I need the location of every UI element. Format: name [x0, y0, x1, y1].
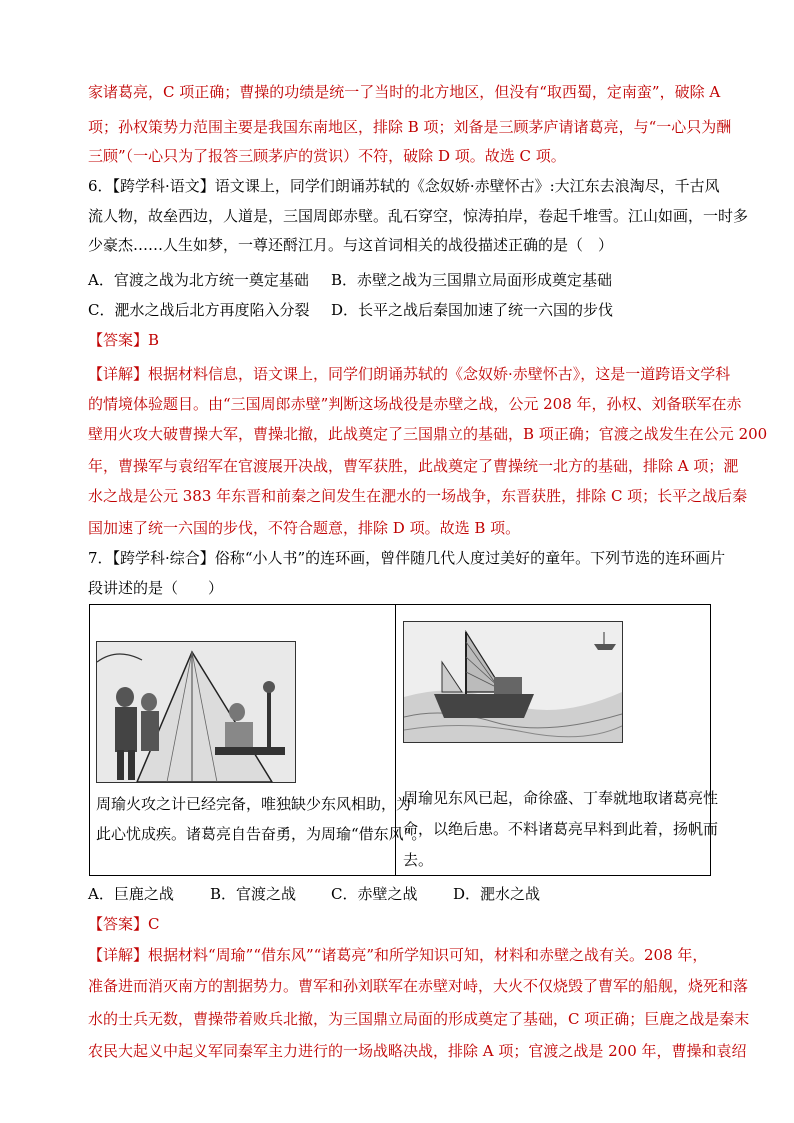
q7-option-c: C．赤壁之战: [331, 885, 418, 903]
q6-explanation-line-4: 年，曹操军与袁绍军在官渡展开决战，曹军获胜，此战奠定了曹操统一北方的基础，排除 A 项；淝: [88, 457, 739, 475]
q5-explanation-line-2: 项；孙权策势力范围主要是我国东南地区，排除 B 项；刘备是三顾茅庐请诸葛亮，与“一心只为酬: [88, 118, 732, 136]
q7-stem-line-2: 段讲述的是（ ）: [88, 579, 224, 597]
right-panel-caption-line-1: 周瑜见东风已起，命徐盛、丁奉就地取诸葛亮性: [403, 789, 719, 807]
q7-explanation-line-2: 准备进而消灭南方的割据势力。曹军和孙刘联军在赤壁对峙，大火不仅烧毁了曹军的船舰，烧死和落: [88, 977, 749, 995]
comic-panel-tent-illustration: [96, 641, 296, 783]
q6-option-d: D．长平之战后秦国加速了统一六国的步伐: [331, 301, 614, 319]
left-panel-caption-line-2: 此心忧成疾。诸葛亮自告奋勇，为周瑜“借东风”。: [96, 825, 427, 843]
q7-answer: 【答案】C: [88, 915, 160, 933]
q7-explanation-line-3: 水的士兵无数，曹操带着败兵北撤，为三国鼎立局面的形成奠定了基础，C 项正确；巨鹿之战是秦末: [88, 1010, 750, 1028]
q6-option-a: A．官渡之战为北方统一奠定基础: [88, 271, 309, 289]
q7-option-a: A．巨鹿之战: [88, 885, 174, 903]
q7-explanation-line-4: 农民大起义中起义军同秦军主力进行的一场战略决战，排除 A 项；官渡之战是 200 年，曹操和袁绍: [88, 1042, 747, 1060]
right-panel-caption-line-2: 命，以绝后患。不料诸葛亮早料到此着，扬帆而: [403, 820, 719, 838]
q7-option-b: B．官渡之战: [210, 885, 297, 903]
right-panel-caption-line-3: 去。: [403, 851, 434, 869]
q6-stem-line-1: 6．【跨学科·语文】语文课上，同学们朗诵苏轼的《念奴娇·赤壁怀古》:大江东去浪淘尽，千古风: [88, 177, 720, 195]
comic-panel-ship-illustration: [403, 621, 623, 743]
q6-explanation-line-1: 【详解】根据材料信息，语文课上，同学们朗诵苏轼的《念奴娇·赤壁怀古》，这是一道跨语文学科: [88, 365, 731, 383]
left-panel-caption-line-1: 周瑜火攻之计已经完备，唯独缺少东风相助，为: [96, 795, 412, 813]
q7-stem-line-1: 7．【跨学科·综合】俗称“小人书”的连环画，曾伴随几代人度过美好的童年。下列节选的连环画片: [88, 549, 726, 567]
comic-panel-table: [89, 604, 719, 876]
q6-explanation-line-5: 水之战是公元 383 年东晋和前秦之间发生在淝水的一场战争，东晋获胜，排除 C 项；长平之战后秦: [88, 487, 748, 505]
q6-explanation-line-3: 壁用火攻大破曹操大军，曹操北撤，此战奠定了三国鼎立的基础，B 项正确；官渡之战发生在公元 200: [88, 425, 768, 443]
q6-explanation-line-6: 国加速了统一六国的步伐，不符合题意，排除 D 项。故选 B 项。: [88, 519, 521, 537]
ship-scene-drawing: [404, 622, 622, 742]
tent-scene-drawing: [97, 642, 295, 782]
q6-option-b: B．赤壁之战为三国鼎立局面形成奠定基础: [331, 271, 613, 289]
q6-option-c: C．淝水之战后北方再度陷入分裂: [88, 301, 310, 319]
q6-stem-line-3: 少豪杰……人生如梦，一尊还酹江月。与这首词相关的战役描述正确的是（ ）: [88, 236, 614, 254]
q6-explanation-line-2: 的情境体验题目。由“三国周郎赤壁”判断这场战役是赤壁之战，公元 208 年，孙权、刘备联军在赤: [88, 395, 742, 413]
q7-option-d: D．淝水之战: [453, 885, 541, 903]
q7-explanation-line-1: 【详解】根据材料“周瑜”“借东风”“诸葛亮”和所学知识可知，材料和赤壁之战有关。208 年，: [88, 946, 708, 964]
q6-stem-line-2: 流人物，故垒西边，人道是，三国周郎赤壁。乱石穿空，惊涛拍岸，卷起千堆雪。江山如画，一时多: [88, 207, 749, 225]
q5-explanation-line-1: 家诸葛亮，C 项正确；曹操的功绩是统一了当时的北方地区，但没有“取西蜀，定南蛮”，破除 A: [88, 83, 721, 101]
q5-explanation-line-3: 三顾”（一心只为了报答三顾茅庐的赏识）不符，破除 D 项。故选 C 项。: [88, 147, 566, 165]
q6-answer: 【答案】B: [88, 331, 160, 349]
